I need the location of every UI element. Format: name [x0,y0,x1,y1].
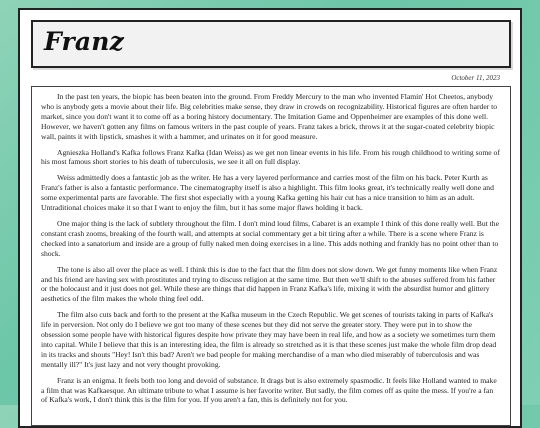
publish-date: October 11, 2023 [451,74,500,82]
article-paragraph: The tone is also all over the place as well. I think this is due to the fact that the film does not slow down. We get funny moments like when Franz and his friend are having sex with prostitutes and trying to discuss religion at the same time. But then we'll shift to the abuses suffered from his father or the holocaust and it just does not gel. While these are things that did happen in Franz Kafka's life, mixing it with the absurdist humor and glittery aesthetics of the film makes the whole thing feel odd. [41,264,498,304]
title-banner [31,20,511,68]
article-body [31,86,511,426]
page-frame [18,8,522,428]
article-paragraph: Agnieszka Holland's Kafka follows Franz Kafka (Idan Weiss) as we get non linear events in his life. From his rough childhood to writing some of his most famous short stories to his death of tuberculosis, we see it all on full display. [41,147,500,167]
article-paragraph: Weiss admittedly does a fantastic job as the writer. He has a very layered performance and carries most of the film on his back. Peter Kurth as Franz's father is also a fantastic performance. The cinematography itself is also a highlight. This film looks great, it's technically really well done and some experimental parts are favorable. The first shot especially with a young Kafka getting his hair cut has a nice transition to him as an adult. Untraditional choices make it so that I want to enjoy the film, but it has some major flaws holding it back. [41,173,494,213]
article-paragraph: Franz is an enigma. It feels both too long and devoid of substance. It drags but is also extremely spasmodic. It feels like Holland wanted to make a film that was Kafkaesque. An ultimate tribute to what I assume is her favorite writer. But sadly, the film comes off as quite the mess. If you're a fan of Kafka's work, I don't think this is the film for you. If you aren't a fan, this is definitely not for you. [41,375,497,405]
article-paragraph: One major thing is the lack of subtlety throughout the film. I don't mind loud films, Cabaret is an example I think of this done really well. But the constant crash zooms, breaking of the fourth wall, and attempts at social commentary get a bit tiring after a while. There is a scene where Franz is checked into a sanatorium and inside are a group of fully naked men doing exercises in a line. This adds nothing and frankly has no point other than to shock. [41,218,499,258]
article-paragraph: The film also cuts back and forth to the present at the Kafka museum in the Czech Republic. We get scenes of tourists taking in parts of Kafka's life in perversion. Not only do I believe we got too many of these scenes but they did not serve the greater story. They were put in to show the obsession some people have with historical figures despite how private they may have been in real life, and how as a society we sometimes turn them into capital. While I believe that this is an interesting idea, the film is already so stretched as it is that these scenes just make the whole film drop dead in its tracks and shouts "Hey! Isn't this bad? Aren't we bad people for making merchandise of a man who died miserably of tuberculosis and was mentally ill?" It's just lazy and not very thought provoking. [41,310,497,369]
page-title: Franz [44,27,125,56]
article-paragraph: In the past ten years, the biopic has been beaten into the ground. From Freddy Mercury to the man who invented Flamin' Hot Cheetos, anybody who is anybody gets a movie about their life. Big celebrities make sense, they draw in crowds on recognizability. Historical figures are often harder to market, since you don't want it to come off as a boring history documentary. The Imitation Game and Oppenheimer are examples of this done well. However, we haven't gotten any films on famous writers in the past couple of years. Franz takes a brick, throws it at the sugar-coated celebrity biopic wall, paints it with lipstick, smashes it with a hammer, and urinates on it for good measure. [41,92,498,141]
